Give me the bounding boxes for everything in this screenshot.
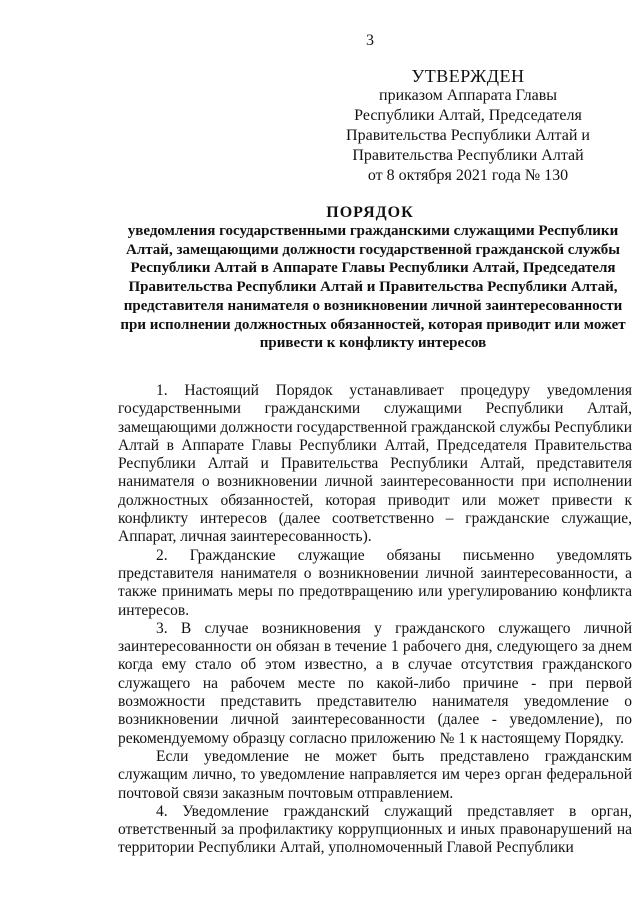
approval-line: от 8 октября 2021 года № 130 (367, 167, 569, 184)
paragraph: 2. Гражданские служащие обязаны письменно уведомлять представителя нанимателя о возникновении личной заинтересованности, а также принимать меры по предотвращению или урегулированию конфликта интересов. (118, 546, 632, 619)
approval-line: Правительства Республики Алтай (352, 147, 584, 164)
order-title: ПОРЯДОК (326, 204, 414, 221)
paragraph: 1. Настоящий Порядок устанавливает процедуру уведомления государственными гражданскими служащими Республики Алтай, замещающими должности государственной гражданской службы Республики Алтай в Аппарате Главы Республики Алтай, Председателя Правительства Республики Алтай и Правительства Республики Алтай, представителя нанимателя о возникновении личной заинтересованности при исполнении должностных обязанностей, которая приводит или может привести к конфликту интересов (далее соответственно – гражданские служащие, Аппарат, личная заинтересованность). (118, 382, 632, 546)
order-subtitle: уведомления государственными гражданскими служащими Республики Алтай, замещающими должности государственной гражданской службы Республики Алтай в Аппарате Главы Республики Алтай, Председателя Правительства Республики Алтай и Правительства Республики Алтай, представителя нанимателя о возникновении личной заинтересованности при исполнении должностных обязанностей, которая приводит или может привести к конфликту интересов (120, 223, 626, 352)
approval-line: Правительства Республики Алтай и (346, 127, 590, 144)
approval-block (340, 66, 596, 186)
paragraph: Если уведомление не может быть представлено гражданским служащим лично, то уведомление направляется им через орган федеральной почтовой связи заказным почтовым отправлением. (118, 747, 632, 802)
paragraph: 3. В случае возникновения у гражданского служащего личной заинтересованности он обязан в течение 1 рабочего дня, следующего за днем когда ему стало об этом известно, а в случае отсутствия гражданского служащего на рабочем месте по какой-либо причине - при первой возможности представить представителю нанимателя уведомление о возникновении личной заинтересованности (далее - уведомление), по рекомендуемому образцу согласно приложению № 1 к настоящему Порядку. (118, 619, 632, 747)
approval-line: приказом Аппарата Главы (379, 87, 557, 104)
paragraph: 4. Уведомление гражданский служащий представляет в орган, ответственный за профилактику коррупционных и иных правонарушений на территории Республики Алтай, уполномоченный Главой Республики (118, 802, 632, 857)
approval-heading: УТВЕРЖДЕН (411, 66, 525, 86)
page-number: 3 (366, 32, 374, 49)
document-body (118, 382, 632, 858)
approval-line: Республики Алтай, Председателя (354, 107, 582, 124)
